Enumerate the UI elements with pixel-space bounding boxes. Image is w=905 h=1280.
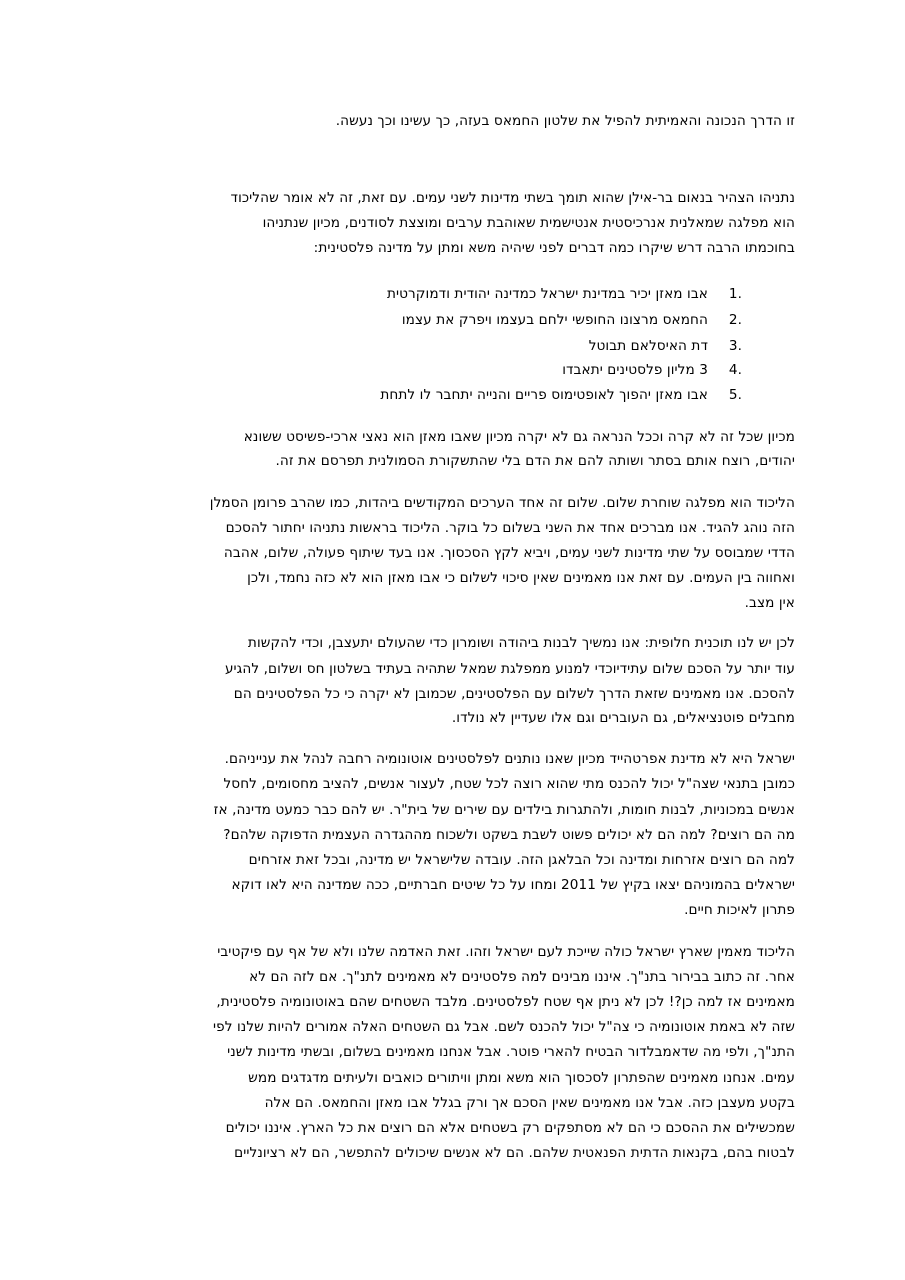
text-line: הוא מפלגה שמאלנית אנרכיסטית אנטישמית שאוהבת ערבים ומוצצת לסודנים, מכיון שנתניהו: [262, 215, 795, 231]
text-line: מחבלים פוטנציאלים, גם העוברים וגם אלו שעדיין לא נולדו.: [451, 710, 795, 726]
text-line: לבטוח בהם, בקנאות הדתית הפנאטית שלהם. הם לא אנשים שיכולים להתפשר, הם לא רציונליים: [234, 1145, 795, 1161]
text-line: הזה נוהג להגיד. אנו מברכים אחד את השני בשלום כל בוקר. הליכוד בראשות נתניהו יחתור להסכם: [225, 520, 795, 536]
list-item: [589, 337, 742, 355]
text-line: למה הם רוצים אזרחות ומדינה וכל הבלאגן הזה. עובדה שלישראל יש מדינה, ובכל זאת אזרחים: [248, 852, 795, 868]
text-line: מה הם רוצים? למה הם לא יכולים פשוט לשבת בשקט ולשכוח מההגדרה העצמית הדפוקה שלהם?: [223, 827, 795, 843]
list-item-text: דת האיסלאם תבוטל: [588, 338, 708, 354]
list-item-number: 3.: [728, 338, 742, 354]
text-line: הדדי שמבוסס על שתי מדינות לשני עמים, ויביא לקץ הסכסוך. אנו בעד שיתוף פעולה, שלום, אהבה: [223, 545, 795, 561]
list-item: [562, 361, 742, 379]
text-line: בחוכמתו הרבה דרש שיקרו כמה דברים לפני שיהיה משא ומתן על מדינה פלסטינית:: [313, 240, 795, 256]
text-line: לכן יש לנו תוכנית חלופית: אנו נמשיך לבנות ביהודה ושומרון כדי שהעולם יתעצבן, וכדי להקשות: [247, 635, 795, 651]
text-line: להסכם. אנו מאמינים שזאת הדרך לשלום עם הפלסטינים, שכמובן לא יקרה כי כל הפלסטינים הם: [233, 686, 795, 702]
text-line: פתרון לאיכות חיים.: [684, 902, 795, 918]
text-line: ישראל היא לא מדינת אפרטהייד מכיון שאנו נותנים לפלסטינים אוטונומיה רחבה לנהל את ענייניהם.: [224, 751, 795, 767]
list-item-text: החמאס מרצונו החופשי ילחם בעצמו ויפרק את עצמו: [401, 312, 708, 328]
text-line: יהודים, רוצח אותם בסתר ושותה להם את הדם בלי שהתשקורת הסמולנית תפרסם את זה.: [275, 453, 795, 469]
list-item-number: 4.: [728, 362, 742, 378]
list-item-text: אבו מאזן יכיר במדינת ישראל כמדינה יהודית ודמוקרטית: [386, 286, 708, 302]
text-line: מאמינים אז למה כן?! לכן לא ניתן אף שטח לפלסטינים. מלבד השטחים שהם באוטונומיה פלסטינית,: [216, 994, 795, 1010]
list-item-text: אבו מאזן יהפוך לאופטימוס פריים והנייה יתחבר לו לתחת: [380, 387, 708, 403]
text-line: ישראלים בהמוניהם יצאו בקיץ של 2011 ומחו על כל שיטים חברתיים, ככה שמדינה היא לאו דוקא: [231, 877, 795, 893]
text-line: הליכוד הוא מפלגה שוחרת שלום. שלום זה אחד הערכים המקודשים ביהדות, כמו שהרב פרומן הסמלן: [209, 495, 795, 511]
text-line: נתניהו הצהיר בנאום בר-אילן שהוא תומך בשתי מדינות לשני עמים. עם זאת, זה לא אומר שהליכוד: [230, 190, 795, 206]
text-line: עוד יותר על הסכם שלום עתידיוכדי למנוע ממפלגת שמאל שתהיה בעתיד בשלטון חס ושלום, להגיע: [224, 661, 795, 677]
text-line: ואחווה בין העמים. עם זאת אנו מאמינים שאין סיכוי לשלום כי אבו מאזן הוא לא כזה נחמד, ולכן: [247, 570, 795, 586]
text-line: זו הדרך הנכונה והאמיתית להפיל את שלטון החמאס בעזה, כך עשינו וכך נעשה.: [335, 113, 795, 129]
text-line: שמכשילים את ההסכם כי הם לא מסתפקים רק בשטחים אלא הם רוצים את כל הארץ. איננו יכולים: [225, 1120, 795, 1136]
text-line: הליכוד מאמין שארץ ישראל כולה שייכת לעם ישראל וזהו. זאת האדמה שלנו ולא של אף עם פיקטיבי: [217, 944, 795, 960]
text-line: אין מצב.: [744, 595, 795, 611]
list-item: [387, 285, 742, 303]
text-line: שזה לא באמת אוטונומיה כי צה"ל יכול להכנס לשם. אבל גם השטחים האלה אמורים להיות שלנו לפי: [213, 1019, 795, 1035]
list-item: [402, 311, 742, 329]
text-line: עמים. אנחנו מאמינים שהפתרון לסכסוך הוא משא ומתן וויתורים כואבים ולעיתים מדגדגים ממש: [248, 1070, 795, 1086]
text-line: מכיון שכל זה לא קרה וככל הנראה גם לא יקרה מכיון שאבו מאזן הוא נאצי ארכי-פשיסט ששונא: [243, 429, 795, 445]
text-line: אנשים במכוניות, לבנות חומות, ולהתגרות בילדים עם שירים של בית"ר. יש להם כבר כמעט מדינה, אז: [213, 802, 795, 818]
text-line: בקטע מעצבן כזה. אבל אנו מאמינים שאין הסכם אך ורק בגלל אבו מאזן והחמאס. הם אלה: [264, 1095, 795, 1111]
list-item-number: 1.: [728, 286, 742, 302]
list-item-number: 2.: [728, 312, 742, 328]
list-item-number: 5.: [728, 387, 742, 403]
list-item: [380, 386, 742, 404]
text-line: כמובן בתנאי שצה"ל יכול להכנס מתי שהוא רוצה לכל שטח, לעצור אנשים, להציב מחסומים, לחסל: [223, 776, 795, 792]
text-line: התנ"ך, ולפי מה שדאמבלדור הבטיח להארי פוטר. אבל אנחנו מאמינים בשלום, ובשתי מדינות לשני: [227, 1044, 795, 1060]
text-line: אחר. זה כתוב בבירור בתנ"ך. איננו מבינים למה פלסטינים לא מאמינים לתנ"ך. אם לזה הם לא: [249, 969, 795, 985]
list-item-text: 3 מליון פלסטינים יתאבדו: [562, 362, 708, 378]
